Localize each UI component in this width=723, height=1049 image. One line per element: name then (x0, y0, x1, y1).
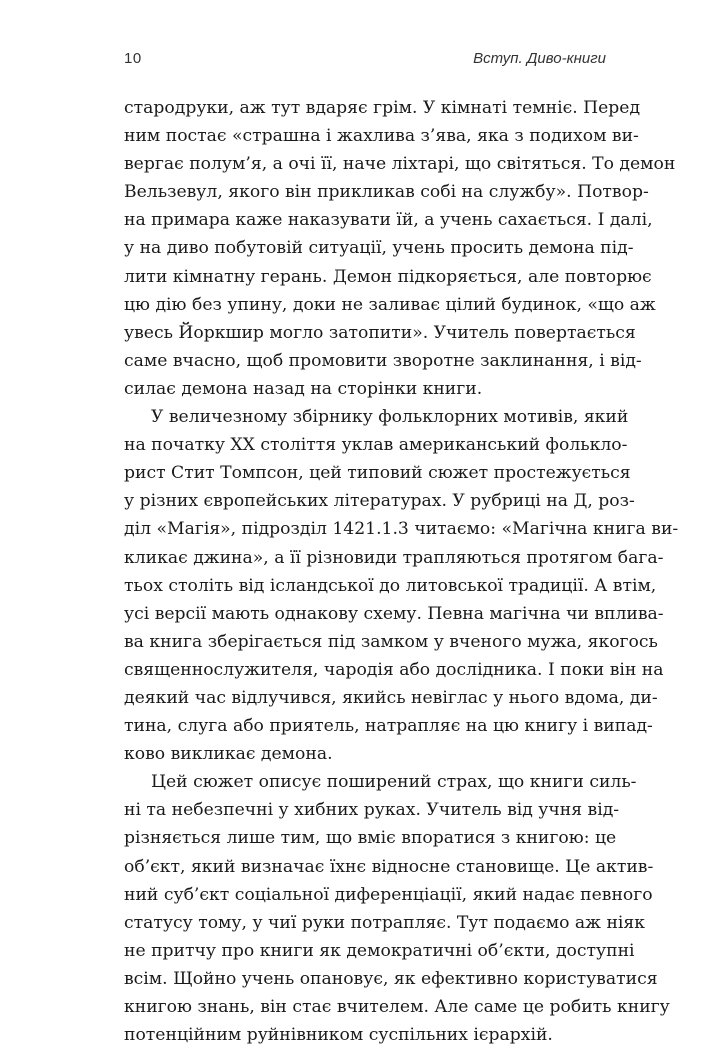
text-line: різняється лише тим, що вміє впоратися з книгою: це (124, 828, 617, 849)
paragraph (124, 94, 676, 403)
text-line: Цей сюжет описує поширений страх, що книги силь- (151, 772, 637, 793)
text-line: ний суб’єкт соціальної диференціації, який надає певного (124, 884, 653, 905)
paragraph (124, 403, 679, 768)
text-line: саме вчасно, щоб промовити зворотне заклинання, і від- (124, 350, 642, 371)
text-line: тьох століть від ісландської до литовської традиції. А втім, (124, 575, 657, 596)
text-line: ні та небезпечні у хибних руках. Учитель від учня від- (124, 800, 620, 821)
text-line: не притчу про книги як демократичні об’єкти, доступні (124, 940, 635, 961)
text-line: деякий час відлучився, якийсь невіглас у нього вдома, ди- (124, 687, 658, 708)
text-line: всім. Щойно учень опановує, як ефективно користуватися (124, 968, 658, 989)
text-line: лити кімнатну герань. Демон підкоряється, але повторює (124, 266, 652, 287)
text-line: увесь Йоркшир могло затопити». Учитель повертається (124, 322, 636, 343)
text-line: на примара каже наказувати їй, а учень сахається. І далі, (124, 210, 653, 231)
text-line: тина, слуга або приятель, натрапляє на цю книгу і випад- (124, 716, 653, 737)
running-title: Вступ. Диво-книги (473, 50, 606, 67)
text-line: У величезному збірнику фольклорних мотивів, який (151, 407, 629, 428)
text-line: у на диво побутовій ситуації, учень просить демона під- (124, 238, 634, 259)
text-line: ним постає «страшна і жахлива з’ява, яка з подихом ви- (124, 126, 639, 147)
text-line: цю дію без упину, доки не заливає цілий будинок, «що аж (124, 294, 656, 315)
text-line: потенційним руйнівником суспільних ієрархій. (124, 1025, 553, 1046)
text-line: ва книга зберігається під замком у вченого мужа, якогось (124, 631, 658, 652)
paragraph (124, 768, 670, 1049)
text-line: вергає полум’я, а очі її, наче ліхтарі, що світяться. То демон (124, 154, 676, 175)
text-line: стародруки, аж тут вдаряє грім. У кімнаті темніє. Перед (124, 98, 641, 118)
text-line: Вельзевул, якого він прикликав собі на службу». Потвор- (124, 182, 649, 203)
page-number: 10 (124, 50, 142, 67)
text-line: ково викликає демона. (124, 744, 333, 765)
text-line: у різних європейських літературах. У рубриці на Д, роз- (124, 491, 635, 512)
text-line: силає демона назад на сторінки книги. (124, 378, 483, 399)
text-line: усі версії мають однакову схему. Певна магічна чи вплива- (124, 603, 664, 624)
text-line: об’єкт, який визначає їхнє відносне становище. Це актив- (124, 856, 654, 877)
text-line: книгою знань, він стає вчителем. Але саме це робить книгу (124, 997, 670, 1017)
text-line: діл «Магія», підрозділ 1421.1.3 читаємо: «Магічна книга ви- (124, 519, 679, 540)
page-header (124, 50, 606, 72)
text-line: рист Стит Томпсон, цей типовий сюжет простежується (124, 463, 631, 484)
text-line: на початку XX століття уклав американський фолькло- (124, 435, 628, 456)
text-line: кликає джина», а її різновиди трапляються протягом бага- (124, 547, 664, 568)
body-text (124, 94, 679, 1049)
text-line: статусу тому, у чиї руки потрапляє. Тут подаємо аж ніяк (124, 912, 645, 933)
text-line: священнослужителя, чародія або дослідника. І поки він на (124, 659, 664, 680)
